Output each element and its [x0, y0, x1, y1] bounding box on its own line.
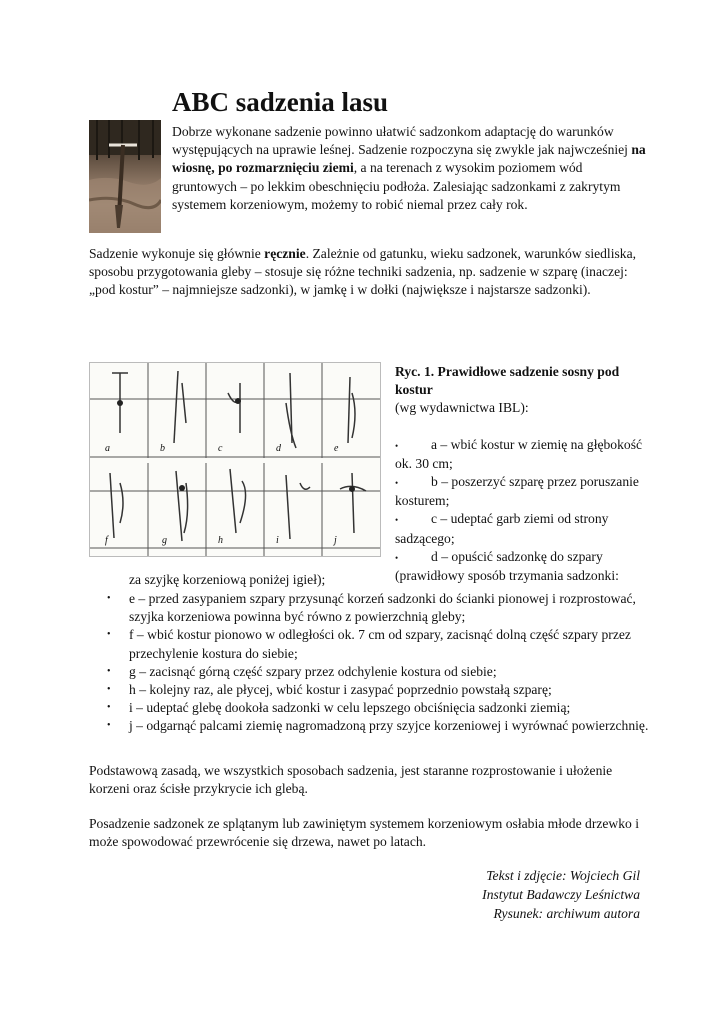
list-item-text: i – udeptać glebę dookoła sadzonki w celu lepszego obciśnięcia sadzonki ziemią;: [129, 700, 571, 716]
panel-label-d: d: [276, 443, 281, 454]
bullet-icon: •: [107, 665, 111, 677]
methods-paragraph: [89, 245, 649, 300]
list-item: [107, 590, 652, 626]
list-item: [107, 663, 652, 681]
page-title: ABC sadzenia lasu: [172, 87, 389, 117]
panel-label-i: i: [276, 535, 279, 546]
caption-continuation: za szyjkę korzeniową poniżej igieł);: [129, 572, 326, 587]
bullet-icon: •: [107, 720, 111, 732]
panel-label-b: b: [160, 443, 165, 454]
list-item: [107, 626, 652, 662]
caption-source: (wg wydawnictwa IBL):: [395, 400, 529, 416]
caption-step-b: [395, 473, 650, 510]
panel-label-g: g: [162, 535, 167, 546]
methods-bold: ręcznie: [264, 246, 306, 261]
bullet-icon: •: [395, 552, 399, 563]
list-item-text: j – odgarnąć palcami ziemię nagromadzoną przy szyjce korzeniowej i wyrównać powierzchnię.: [129, 718, 649, 734]
list-item: [107, 717, 652, 735]
list-item-text: g – zacisnąć górną część szpary przez odchylenie kostura od siebie;: [129, 663, 497, 679]
methods-text-1: Sadzenie wykonuje się głównie: [89, 246, 265, 261]
caption-step-d: [395, 548, 650, 585]
bullet-icon: •: [107, 684, 111, 696]
bullet-icon: •: [107, 629, 111, 641]
bullet-icon: •: [395, 515, 399, 526]
panel-label-a: a: [105, 443, 110, 454]
planting-tool-photo: [89, 120, 161, 233]
planting-steps-drawing: [90, 363, 380, 556]
bullet-icon: •: [107, 593, 111, 604]
credit-text-photo: Tekst i zdjęcie: Wojciech Gil: [486, 868, 640, 883]
credit-drawing: Rysunek: archiwum autora: [493, 906, 640, 921]
photo-illustration: [89, 120, 161, 233]
credit-institute: Instytut Badawczy Leśnictwa: [482, 887, 640, 902]
figure-caption: [395, 363, 650, 585]
intro-paragraph: [172, 123, 647, 214]
intro-bold: na wiosnę, po rozmarznięciu ziemi: [172, 142, 646, 176]
caption-title: Ryc. 1. Prawidłowe sadzenie sosny pod kostur: [395, 364, 620, 398]
caption-step-text: a – wbić kostur w ziemię na głębokość ok. 30 cm;: [395, 436, 643, 471]
caption-step-c: [395, 510, 650, 547]
caption-step-text: d – opuścić sadzonkę do szpary (prawidłowy sposób trzymania sadzonki:: [395, 548, 619, 584]
intro-text-2: , a na terenach z wysokim poziomem wód gruntowych – po lekkim obeschnięciu podłoża. Zalesiając sadzonkami z zakrytym systemem korzeniowym, możemy to robić niemal przez cały rok.: [172, 160, 621, 212]
list-item: [107, 681, 652, 699]
caption-step-a: [395, 436, 650, 473]
caption-step-text: c – udeptać garb ziemi od strony sadzącego;: [395, 511, 609, 546]
principle-paragraph: Podstawową zasadą, we wszystkich sposobach sadzenia, jest staranne rozprostowanie i ułożenie korzeni oraz ścisłe przykrycie ich glebą.: [89, 763, 613, 797]
list-item-text: e – przed zasypaniem szpary przysunąć korzeń sadzonki do ścianki pionowej i rozprostować, szyjka korzeniowa powinna być równo z powierzchnią gleby;: [129, 591, 636, 625]
warning-paragraph: Posadzenie sadzonek ze splątanym lub zawiniętym systemem korzeniowym osłabia młode drzewko i może spowodować przewrócenie się drzewa, nawet po latach.: [89, 816, 640, 850]
bullet-icon: •: [107, 702, 111, 714]
list-item-text: f – wbić kostur pionowo w odległości ok. 7 cm od szpary, zacisnąć dolną część szpary przez przechylenie kostura do siebie;: [129, 627, 631, 661]
list-item-text: h – kolejny raz, ale płycej, wbić kostur i zasypać poprzednio powstałą szparę;: [129, 682, 552, 698]
intro-text-1: Dobrze wykonane sadzenie powinno ułatwić sadzonkom adaptację do warunków występujących na uprawie leśnej. Sadzenie rozpoczyna się zwykle jak najwcześniej: [172, 124, 632, 158]
caption-step-text: b – poszerzyć szparę przez poruszanie kosturem;: [395, 474, 639, 509]
bullet-icon: •: [395, 478, 399, 489]
planting-steps-figure: [89, 362, 381, 557]
panel-label-f: f: [105, 535, 108, 546]
panel-label-j: j: [334, 535, 337, 546]
panel-label-c: c: [218, 443, 223, 454]
panel-label-e: e: [334, 443, 339, 454]
bullet-icon: •: [395, 440, 399, 451]
credits: [482, 866, 640, 923]
methods-text-2: . Zależnie od gatunku, wieku sadzonek, warunków siedliska, sposobu przygotowania gleby – stosuje się różne techniki sadzenia, np. sadzenie w szparę (inaczej: „pod kostur” – najmniejsze sadzonki), w jamkę i w dołki (największe i najstarsze sadzonki).: [89, 246, 636, 298]
steps-list: [107, 590, 652, 736]
list-item: [107, 699, 652, 717]
panel-label-h: h: [218, 535, 223, 546]
